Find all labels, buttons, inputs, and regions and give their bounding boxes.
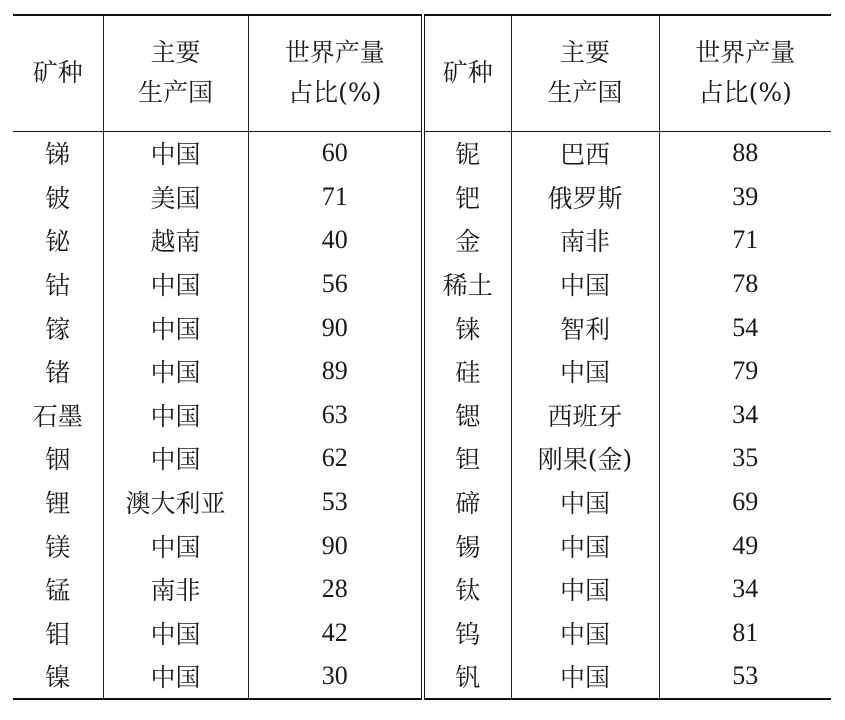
mineral-cell: 稀土	[423, 262, 511, 306]
share-cell: 89	[248, 349, 423, 393]
country-cell: 中国	[103, 306, 248, 350]
table-body	[13, 131, 831, 699]
share-cell: 53	[659, 655, 831, 700]
share-cell: 34	[659, 567, 831, 611]
mineral-cell: 钼	[45, 619, 71, 649]
header-line-2: 占比(%)	[698, 78, 792, 108]
header-country-right	[511, 15, 659, 131]
share-cell: 49	[659, 524, 831, 568]
table-row	[13, 611, 831, 655]
mineral-cell: 钴	[45, 271, 71, 301]
table-row	[13, 437, 831, 481]
mineral-cell: 锑	[45, 140, 71, 170]
share-cell: 63	[248, 393, 423, 437]
share-cell: 90	[248, 524, 423, 568]
mineral-cell: 镓	[45, 314, 71, 344]
table-row	[13, 393, 831, 437]
country-cell: 巴西	[511, 131, 659, 175]
share-cell: 54	[659, 306, 831, 350]
header-share-left	[248, 15, 423, 131]
mineral-cell: 锡	[423, 524, 511, 568]
share-cell: 56	[248, 262, 423, 306]
table-row	[13, 524, 831, 568]
country-cell: 智利	[511, 306, 659, 350]
mineral-cell: 锗	[45, 358, 71, 388]
share-cell: 88	[659, 131, 831, 175]
table-row	[13, 567, 831, 611]
mineral-cell: 硅	[423, 349, 511, 393]
share-cell: 79	[659, 349, 831, 393]
mineral-cell: 钛	[423, 567, 511, 611]
share-cell: 71	[659, 219, 831, 263]
share-cell: 78	[659, 262, 831, 306]
share-cell: 35	[659, 437, 831, 481]
header-line-1: 矿种	[32, 58, 83, 88]
country-cell: 中国	[103, 524, 248, 568]
country-cell: 中国	[511, 611, 659, 655]
header-country-left	[103, 15, 248, 131]
table-row	[13, 349, 831, 393]
mineral-cell: 钯	[423, 175, 511, 219]
country-cell: 中国	[511, 524, 659, 568]
share-cell: 81	[659, 611, 831, 655]
country-cell: 越南	[103, 219, 248, 263]
mineral-cell: 钒	[423, 655, 511, 700]
table-header	[13, 15, 831, 131]
country-cell: 俄罗斯	[511, 175, 659, 219]
table-row	[13, 306, 831, 350]
country-cell: 中国	[511, 567, 659, 611]
table-row	[13, 655, 831, 700]
header-line-1: 世界产量	[695, 38, 796, 68]
share-cell: 53	[248, 480, 423, 524]
share-cell: 62	[248, 437, 423, 481]
mineral-cell: 碲	[423, 480, 511, 524]
mineral-cell: 钽	[423, 437, 511, 481]
country-cell: 中国	[103, 349, 248, 393]
country-cell: 中国	[103, 131, 248, 175]
share-cell: 60	[248, 131, 423, 175]
table-row	[13, 262, 831, 306]
mineral-cell: 锰	[45, 576, 71, 606]
table-row	[13, 219, 831, 263]
mineral-cell: 铌	[423, 131, 511, 175]
header-line-1: 世界产量	[284, 38, 385, 68]
mineral-cell: 铋	[45, 227, 71, 257]
header-line-2: 占比(%)	[288, 78, 382, 108]
mineral-cell: 锶	[423, 393, 511, 437]
share-cell: 40	[248, 219, 423, 263]
mineral-cell: 铼	[423, 306, 511, 350]
country-cell: 中国	[103, 611, 248, 655]
share-cell: 42	[248, 611, 423, 655]
header-mineral-right	[423, 15, 511, 131]
mineral-cell: 铟	[45, 445, 71, 475]
country-cell: 南非	[103, 567, 248, 611]
header-line-1: 主要	[559, 38, 610, 68]
share-cell: 71	[248, 175, 423, 219]
header-line-2: 生产国	[547, 78, 623, 108]
country-cell: 中国	[103, 393, 248, 437]
country-cell: 澳大利亚	[103, 480, 248, 524]
header-mineral-left	[13, 15, 103, 131]
share-cell: 34	[659, 393, 831, 437]
header-row	[13, 15, 831, 131]
header-line-1: 主要	[150, 38, 201, 68]
country-cell: 西班牙	[511, 393, 659, 437]
mineral-cell: 铍	[45, 183, 71, 213]
table-row	[13, 175, 831, 219]
share-cell: 69	[659, 480, 831, 524]
country-cell: 中国	[511, 480, 659, 524]
country-cell: 中国	[511, 262, 659, 306]
country-cell: 南非	[511, 219, 659, 263]
header-line-2: 生产国	[137, 78, 213, 108]
share-cell: 39	[659, 175, 831, 219]
country-cell: 美国	[103, 175, 248, 219]
share-cell: 30	[248, 655, 423, 700]
header-line-1: 矿种	[442, 58, 493, 88]
minerals-table	[13, 14, 831, 700]
mineral-cell: 钨	[423, 611, 511, 655]
mineral-cell: 镍	[13, 655, 103, 700]
mineral-cell: 金	[423, 219, 511, 263]
country-cell: 中国	[511, 655, 659, 700]
country-cell: 刚果(金)	[511, 437, 659, 481]
mineral-cell: 镁	[45, 532, 71, 562]
table-row	[13, 480, 831, 524]
country-cell: 中国	[103, 437, 248, 481]
header-share-right	[659, 15, 831, 131]
country-cell: 中国	[103, 655, 248, 700]
country-cell: 中国	[511, 349, 659, 393]
country-cell: 中国	[103, 262, 248, 306]
share-cell: 90	[248, 306, 423, 350]
mineral-cell: 锂	[45, 489, 71, 519]
share-cell: 28	[248, 567, 423, 611]
mineral-cell: 石墨	[32, 401, 83, 431]
table-row	[13, 131, 831, 175]
